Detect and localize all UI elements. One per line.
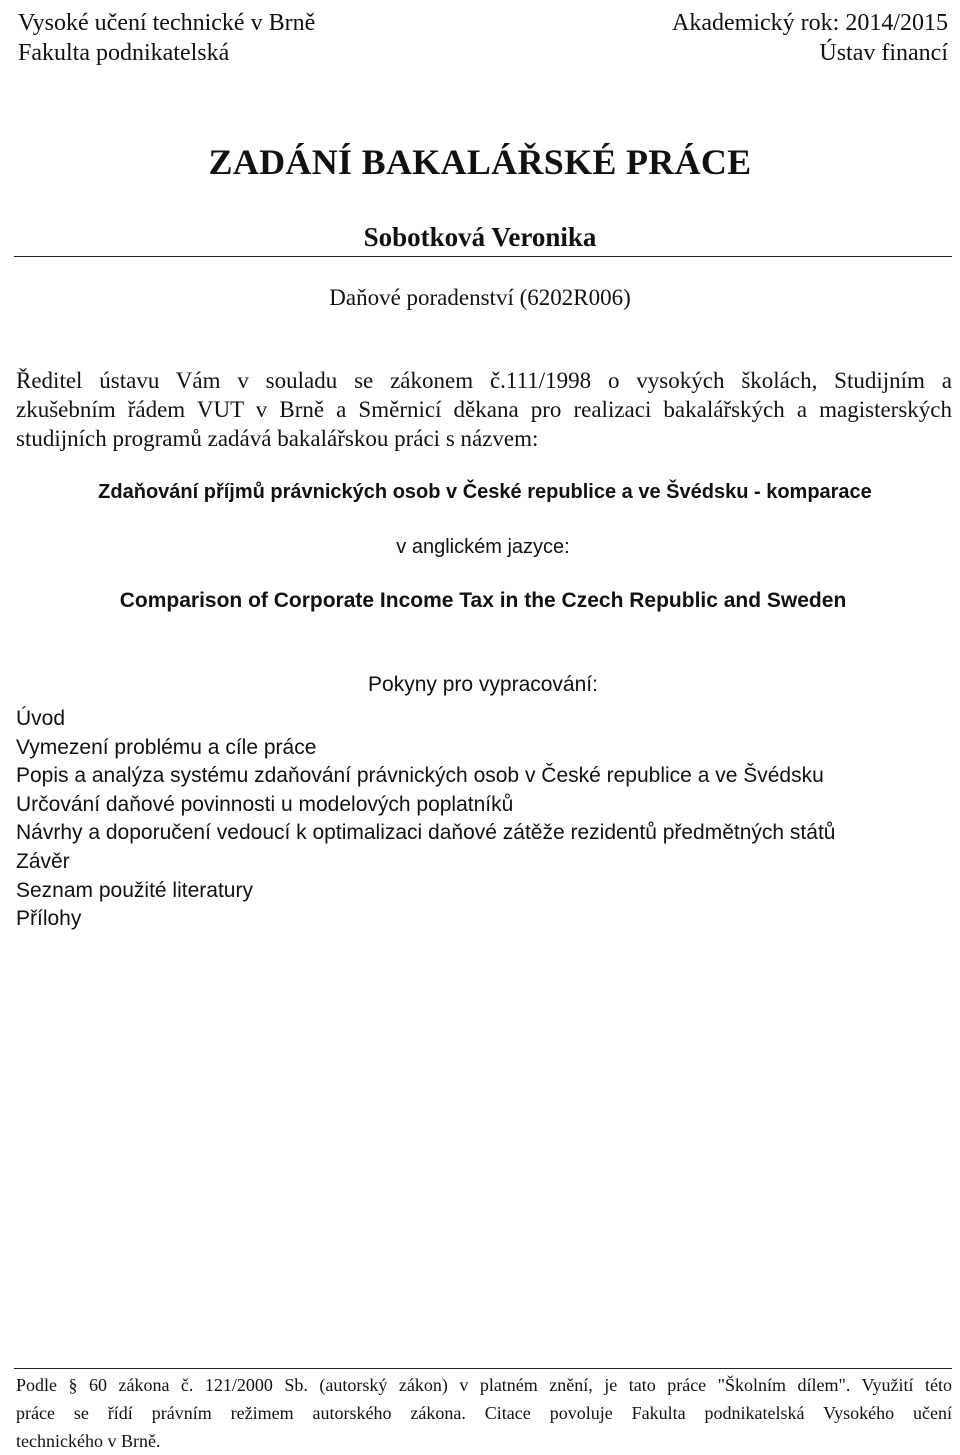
list-item: Návrhy a doporučení vedoucí k optimalizaci daňové zátěže rezidentů předmětných států bbox=[16, 821, 836, 845]
faculty-name: Fakulta podnikatelská bbox=[18, 40, 230, 66]
footer-line: práce se řídí právním režimem autorského zákona. Citace povoluje Fakulta podnikatelská Vysokého učení bbox=[16, 1403, 952, 1423]
list-item: Určování daňové povinnosti u modelových poplatníků bbox=[16, 792, 514, 816]
name-divider bbox=[14, 256, 952, 257]
copyright-notice bbox=[16, 1371, 952, 1455]
header-left-block bbox=[18, 8, 315, 68]
intro-paragraph bbox=[16, 366, 952, 453]
list-item: Seznam použité literatury bbox=[16, 878, 253, 902]
outline-list bbox=[16, 705, 952, 934]
thesis-title-czech: Zdaňování příjmů právnických osob v České republice a ve Švédsku - komparace bbox=[98, 481, 872, 503]
academic-year: Akademický rok: 2014/2015 bbox=[672, 10, 948, 36]
list-item: Závěr bbox=[16, 849, 70, 873]
study-program: Daňové poradenství (6202R006) bbox=[329, 285, 631, 310]
intro-line: studijních programů zadává bakalářskou práci s názvem: bbox=[16, 426, 539, 451]
page-header bbox=[18, 8, 948, 68]
department-name: Ústav financí bbox=[819, 40, 948, 66]
student-name: Sobotková Veronika bbox=[363, 222, 597, 252]
header-right-block bbox=[672, 8, 948, 68]
list-item: Vymezení problému a cíle práce bbox=[16, 735, 317, 759]
english-title-label: v anglickém jazyce: bbox=[396, 536, 570, 558]
footer-line: technického v Brně. bbox=[16, 1431, 161, 1451]
list-item: Popis a analýza systému zdaňování právnických osob v České republice a ve Švédsku bbox=[16, 764, 824, 788]
university-name: Vysoké učení technické v Brně bbox=[18, 10, 316, 36]
thesis-title-english: Comparison of Corporate Income Tax in the Czech Republic and Sweden bbox=[119, 589, 847, 612]
footer-line: Podle § 60 zákona č. 121/2000 Sb. (autorský zákon) v platném znění, je tato práce "Školním dílem". Využití této bbox=[16, 1375, 952, 1395]
footer-divider bbox=[14, 1368, 952, 1369]
instructions-heading: Pokyny pro vypracování: bbox=[368, 673, 598, 696]
list-item: Přílohy bbox=[16, 907, 82, 931]
list-item: Úvod bbox=[16, 707, 66, 730]
intro-line: zkušebním řádem VUT v Brně a Směrnicí děkana pro realizaci bakalářských a magisterských bbox=[16, 397, 952, 422]
intro-line: Ředitel ústavu Vám v souladu se zákonem č.111/1998 o vysokých školách, Studijním a bbox=[16, 368, 952, 393]
document-title: ZADÁNÍ BAKALÁŘSKÉ PRÁCE bbox=[208, 142, 752, 182]
